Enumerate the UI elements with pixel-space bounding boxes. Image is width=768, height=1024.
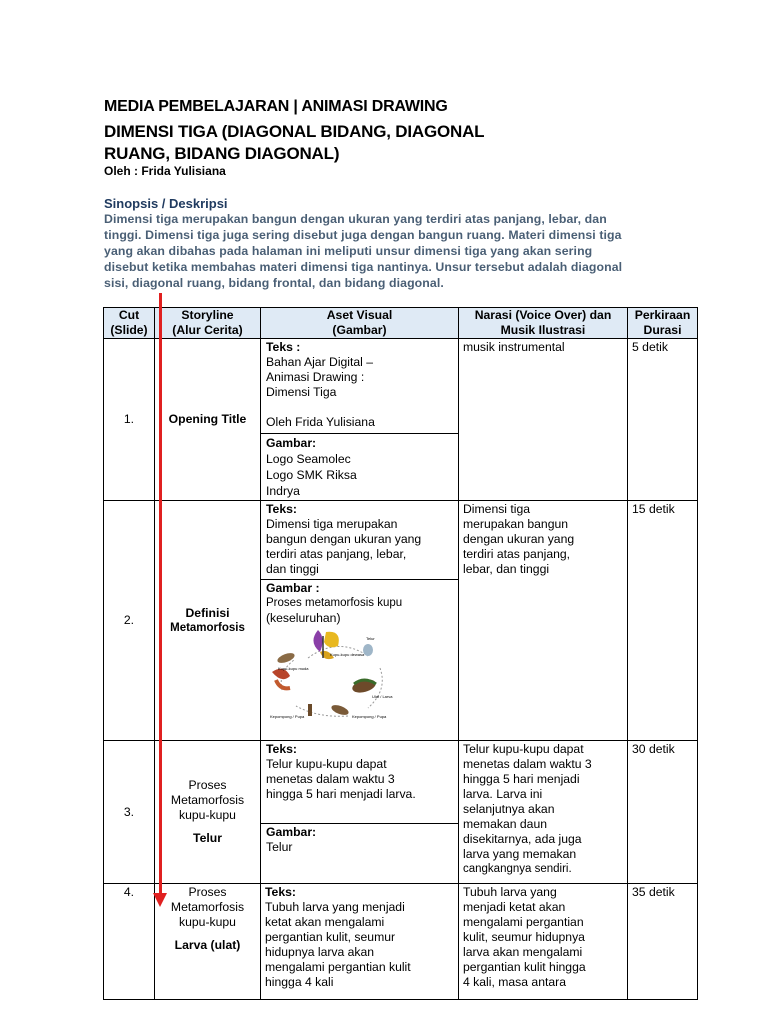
header-durasi: Perkiraan Durasi xyxy=(628,308,698,339)
durasi-cell: 15 detik xyxy=(628,501,698,741)
gambar-line: Indrya xyxy=(266,484,300,498)
gambar-line: Logo SMK Riksa xyxy=(266,468,357,482)
doc-author: Oleh : Frida Yulisiana xyxy=(104,164,226,178)
storyline-cell: Proses Metamorfosis kupu-kupu Larva (ulat) xyxy=(155,884,261,1000)
gambar-block xyxy=(261,823,458,856)
cut-number: 2. xyxy=(104,501,155,741)
teks-line: hingga 4 kali xyxy=(265,975,334,989)
gambar-line: (keseluruhan) xyxy=(266,611,341,625)
aset-visual-cell xyxy=(261,339,459,501)
teks-line: hingga 5 hari menjadi larva. xyxy=(266,787,416,801)
cycle-label: Kupu-kupu dewasa xyxy=(330,652,365,657)
teks-line: hidupnya larva akan xyxy=(265,945,375,959)
header-cut: Cut (Slide) xyxy=(104,308,155,339)
teks-label: Teks : xyxy=(266,340,301,354)
teks-label: Teks: xyxy=(266,742,297,756)
gambar-line: Logo Seamolec xyxy=(266,452,351,466)
header-aset-visual: Aset Visual (Gambar) xyxy=(261,308,459,339)
synopsis-heading: Sinopsis / Deskripsi xyxy=(104,196,228,211)
teks-block xyxy=(261,339,458,433)
butterfly-cycle-illustration xyxy=(268,628,408,720)
cycle-label: Kepompong / Pupa xyxy=(352,714,387,719)
table-row xyxy=(104,741,698,884)
teks-label: Teks: xyxy=(265,885,296,899)
narasi-cell: musik instrumental xyxy=(459,339,628,501)
teks-line: ketat akan mengalami xyxy=(265,915,385,929)
gambar-block xyxy=(261,579,458,725)
durasi-cell: 5 detik xyxy=(628,339,698,501)
aset-visual-cell xyxy=(261,741,459,884)
cut-number: 3. xyxy=(104,741,155,884)
teks-line: Animasi Drawing : xyxy=(266,370,365,384)
gambar-label: Gambar: xyxy=(266,825,317,839)
teks-line: bangun dengan ukuran yang xyxy=(266,532,422,546)
teks-line: Dimensi Tiga xyxy=(266,385,337,399)
teks-line: Dimensi tiga merupakan xyxy=(266,517,398,531)
teks-line: menetas dalam waktu 3 xyxy=(266,772,395,786)
table-row xyxy=(104,339,698,501)
cycle-label: Ulat / Larva xyxy=(372,694,393,699)
gambar-line: Proses metamorfosis kupu xyxy=(266,597,403,609)
red-arrow-head-icon xyxy=(153,893,167,907)
cycle-label: Kepompong / Pupa xyxy=(270,714,305,719)
doc-title-line-3: RUANG, BIDANG DIAGONAL) xyxy=(104,144,340,163)
synopsis-line: tinggi. Dimensi tiga juga sering disebut juga dengan bangun ruang. Materi dimensi tiga xyxy=(104,228,622,242)
synopsis-body xyxy=(104,211,670,291)
gambar-block xyxy=(261,433,458,500)
teks-line: pergantian kulit, seumur xyxy=(265,930,396,944)
cycle-label: Kupu-kupu muda xyxy=(278,666,309,671)
synopsis-line: yang akan dibahas pada halaman ini meliputi unsur dimensi tiga yang akan sering xyxy=(104,244,593,258)
table-row xyxy=(104,501,698,741)
teks-line: Telur kupu-kupu dapat xyxy=(266,757,387,771)
gambar-label: Gambar : xyxy=(266,581,320,595)
aset-visual-cell xyxy=(261,884,459,1000)
metamorphosis-cycle-image xyxy=(268,628,408,720)
gambar-label: Gambar: xyxy=(266,436,317,450)
teks-block xyxy=(261,741,458,823)
red-arrow-shaft xyxy=(159,293,162,898)
narasi-cell: Telur kupu-kupu dapat menetas dalam waktu 3 hingga 5 hari menjadi larva. Larva ini selanjutnya akan memakan daun disekitarnya, ada juga larva yang memakan cangkangnya sendiri. xyxy=(459,741,628,884)
doc-title-line-1: MEDIA PEMBELAJARAN | ANIMASI DRAWING xyxy=(104,98,448,115)
header-storyline: Storyline (Alur Cerita) xyxy=(155,308,261,339)
header-narasi: Narasi (Voice Over) dan Musik Ilustrasi xyxy=(459,308,628,339)
teks-line: Oleh Frida Yulisiana xyxy=(266,415,375,429)
teks-line: dan tinggi xyxy=(266,562,319,576)
narasi-cell: Tubuh larva yang menjadi ketat akan mengalami pergantian kulit, seumur hidupnya larva akan mengalami pergantian kulit hingga 4 kali, masa antara xyxy=(459,884,628,1000)
aset-visual-cell xyxy=(261,501,459,741)
cut-number: 1. xyxy=(104,339,155,501)
synopsis-line: Dimensi tiga merupakan bangun dengan ukuran yang terdiri atas panjang, lebar, dan xyxy=(104,212,607,226)
storyline-cell: Definisi Metamorfosis xyxy=(155,501,261,741)
durasi-cell: 35 detik xyxy=(628,884,698,1000)
narasi-cell: Dimensi tiga merupakan bangun dengan ukuran yang terdiri atas panjang, lebar, dan tinggi xyxy=(459,501,628,741)
synopsis-line: sisi, diagonal ruang, bidang frontal, dan bidang diagonal. xyxy=(104,276,444,290)
teks-line: Tubuh larva yang menjadi xyxy=(265,900,405,914)
teks-label: Teks: xyxy=(266,502,297,516)
cut-number: 4. xyxy=(104,884,155,1000)
teks-line: Bahan Ajar Digital – xyxy=(266,355,374,369)
table-row xyxy=(104,884,698,1000)
teks-block xyxy=(261,501,458,579)
durasi-cell: 30 detik xyxy=(628,741,698,884)
teks-line: mengalami pergantian kulit xyxy=(265,960,411,974)
synopsis-line: disebut ketika membahas materi dimensi tiga nantinya. Unsur tersebut adalah diagonal xyxy=(104,260,623,274)
gambar-line: Telur xyxy=(266,840,293,854)
cycle-label: Telur xyxy=(366,636,375,641)
storyboard-table xyxy=(103,307,698,1000)
teks-line: terdiri atas panjang, lebar, xyxy=(266,547,407,561)
storyline-cell: Opening Title xyxy=(155,339,261,501)
table-header-row xyxy=(104,308,698,339)
storyline-cell: Proses Metamorfosis kupu-kupu Telur xyxy=(155,741,261,884)
doc-title-line-2: DIMENSI TIGA (DIAGONAL BIDANG, DIAGONAL xyxy=(104,122,485,141)
